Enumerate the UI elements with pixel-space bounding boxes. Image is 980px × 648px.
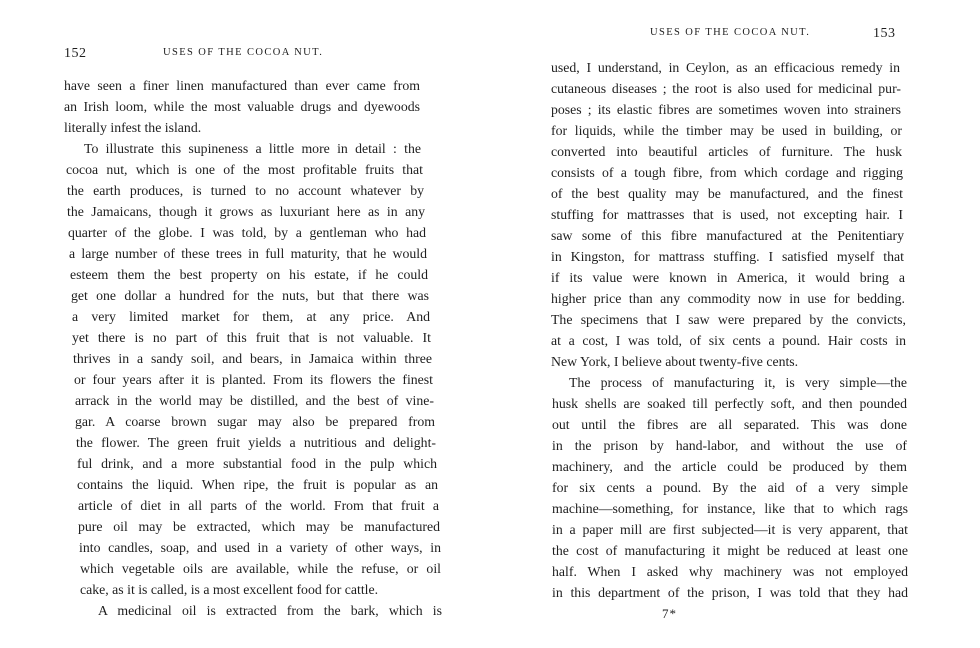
right-text-line: poses ; its elastic fibres are sometimes woven into strainers (551, 102, 901, 117)
left-text-line: ful drink, and a more substantial food in the pulp which (77, 456, 437, 471)
right-text-line: half. When I asked why machinery was not employed (552, 564, 908, 579)
left-text-line: a very limited market for them, at any price. And (72, 309, 430, 324)
left-text-line: pure oil may be extracted, which may be manufactured (78, 519, 440, 534)
right-text-line: converted into beautiful articles of furniture. The husk (551, 144, 902, 159)
left-text-line: gar. A coarse brown sugar may also be prepared from (75, 414, 435, 429)
left-text-line: To illustrate this supineness a little more in detail : the (84, 141, 421, 156)
right-text-line: saw some of this fibre manufactured at the Penitentiary (551, 228, 904, 243)
left-text-line: esteem them the best property on his estate, if he could (70, 267, 428, 282)
left-text-line: an Irish loom, while the most valuable drugs and dyewoods (64, 99, 420, 114)
right-text-line: The specimens that I saw were prepared by the convicts, (551, 312, 906, 327)
right-page-number: 153 (873, 26, 896, 41)
right-text-line: in the prison by hand-labor, and without the use of (552, 438, 907, 453)
right-text-line: in Kingston, for mattrass stuffing. I satisfied myself that (551, 249, 904, 264)
left-text-line: the earth produces, is turned to no account whatever by (67, 183, 424, 198)
right-text-line: in this department of the prison, I was told that they had (552, 585, 908, 600)
left-text-line: article of diet in all parts of the world. From that fruit a (78, 498, 439, 513)
left-text-line: A medicinal oil is extracted from the bark, which is (98, 603, 442, 618)
left-text-line: cocoa nut, which is one of the most profitable fruits that (66, 162, 423, 177)
left-text-line: cake, as it is called, is a most excellent food for cattle. (80, 582, 379, 597)
right-text-line: for liquids, while the timber may be used in building, or (551, 123, 902, 138)
right-text-line: consists of a tough fibre, from which cordage and rigging (551, 165, 903, 180)
right-text-line: The process of manufacturing it, is very simple—the (569, 375, 907, 390)
right-text-line: stuffing for mattrasses that is used, not excepting hair. I (551, 207, 903, 222)
left-text-line: yet there is no part of this fruit that is not valuable. It (72, 330, 431, 345)
right-text-line: cutaneous diseases ; the root is also used for medicinal pur- (551, 81, 901, 96)
left-text-line: thrives in a sandy soil, and bears, in Jamaica within three (73, 351, 432, 366)
right-text-line: machinery, and the article could be produced by them (552, 459, 907, 474)
right-running-head: USES OF THE COCOA NUT. (650, 27, 811, 38)
left-text-line: a large number of these trees in full maturity, that he would (69, 246, 427, 261)
right-text-line: New York, I believe about twenty-five cents. (551, 354, 799, 369)
left-text-line: have seen a finer linen manufactured than ever came from (64, 78, 420, 93)
left-text-line: or four years after it is planted. From its flowers the finest (74, 372, 433, 387)
left-text-line: quarter of the globe. I was told, by a gentleman who had (68, 225, 426, 240)
left-text-line: literally infest the island. (64, 120, 202, 135)
right-text-line: the cost of manufacturing it might be reduced at least one (552, 543, 908, 558)
right-text-line: machine—something, for instance, like that to which rags (552, 501, 908, 516)
right-text-line: in a paper mill are first subjected—it is very apparent, that (552, 522, 908, 537)
right-page (490, 0, 980, 648)
left-running-head: USES OF THE COCOA NUT. (163, 47, 324, 58)
right-text-line: for six cents a pound. By the aid of a very simple (552, 480, 908, 495)
left-text-line: arrack in the world may be distilled, and the best of vine- (75, 393, 434, 408)
left-text-line: get one dollar a hundred for the nuts, but that there was (71, 288, 429, 303)
right-text-line: higher price than any commodity now in use for bedding. (551, 291, 905, 306)
right-text-line: at a cost, I was told, of six cents a pound. Hair costs in (551, 333, 906, 348)
left-text-line: the Jamaicans, though it grows as luxuriant here as in any (67, 204, 425, 219)
right-text-line: if its value were known in America, it would bring a (551, 270, 905, 285)
left-text-line: into candles, soap, and used in a variety of other ways, in (79, 540, 441, 555)
right-text-line: used, I understand, in Ceylon, as an efficacious remedy in (551, 60, 900, 75)
left-text-line: contains the liquid. When ripe, the fruit is popular as an (77, 477, 438, 492)
left-page-number: 152 (64, 46, 87, 61)
signature-mark: 7* (662, 606, 677, 621)
left-text-line: which vegetable oils are available, while the refuse, or oil (80, 561, 441, 576)
right-text-line: out until the fibres are all separated. This was done (552, 417, 907, 432)
left-text-line: the flower. The green fruit yields a nutritious and delight- (76, 435, 436, 450)
right-text-line: of the best quality may be manufactured, and the finest (551, 186, 903, 201)
right-text-line: husk shells are soaked till perfectly soft, and then pounded (552, 396, 907, 411)
